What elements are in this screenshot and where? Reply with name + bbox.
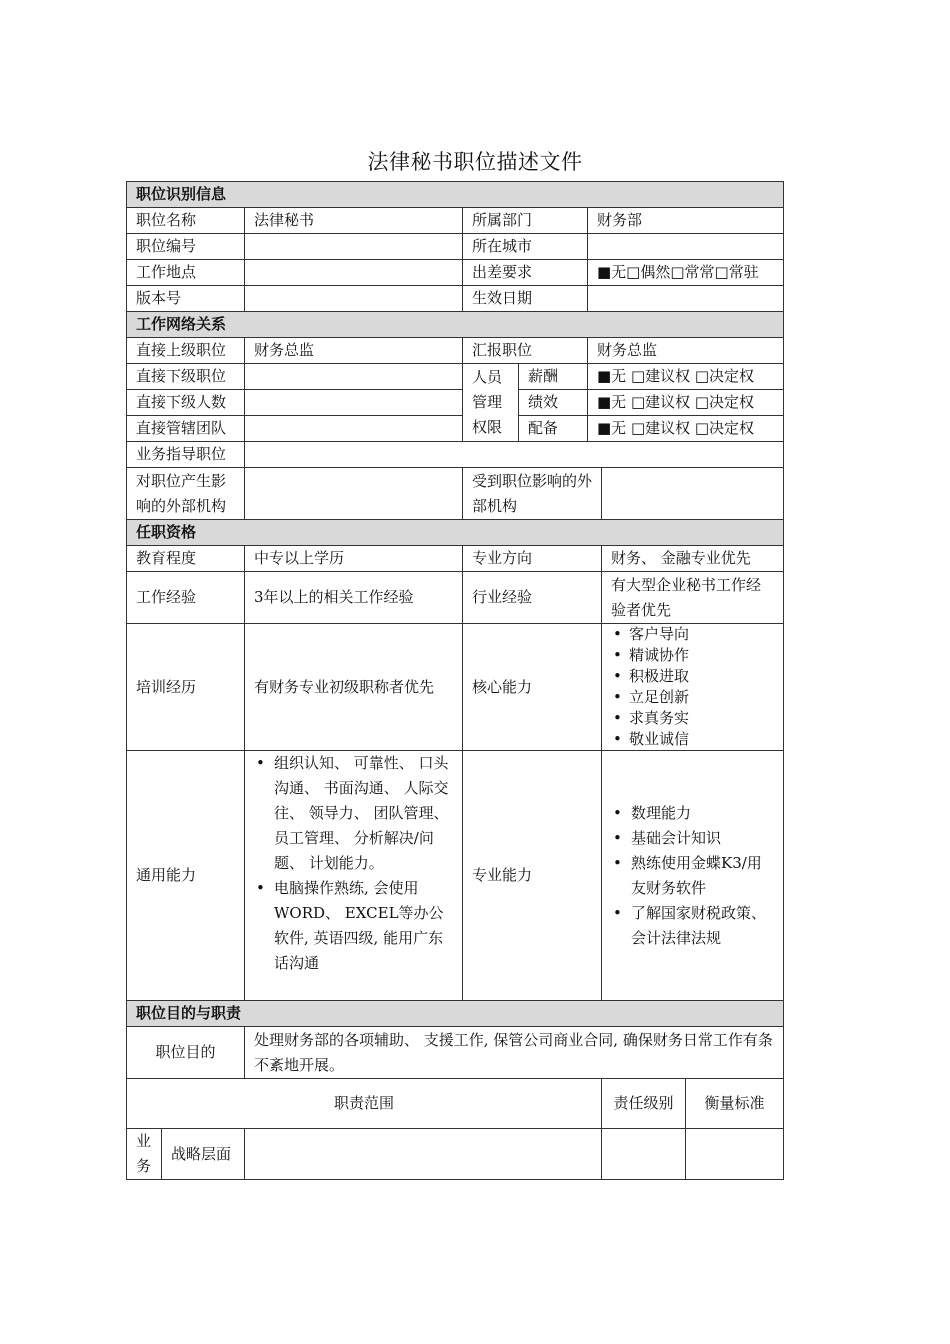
location-value: [245, 260, 463, 286]
salary-authority: ■无 □建议权 □决定权: [588, 364, 784, 390]
list-item: • 客户导向: [611, 624, 774, 645]
city-value: [588, 234, 784, 260]
effective-date-label: 生效日期: [463, 286, 588, 312]
superior-label: 直接上级职位: [127, 338, 245, 364]
section-network: 工作网络关系: [127, 312, 784, 338]
city-label: 所在城市: [463, 234, 588, 260]
subordinate-count-label: 直接下级人数: [127, 390, 245, 416]
authority-label-line3: 权限: [472, 418, 503, 436]
strategy-level: [602, 1129, 686, 1180]
position-name-value: 法律秘书: [245, 208, 463, 234]
core-list: [611, 624, 774, 750]
report-label: 汇报职位: [463, 338, 588, 364]
training-label: 培训经历: [127, 624, 245, 751]
core-label: 核心能力: [463, 624, 602, 751]
guide-label: 业务指导职位: [127, 442, 245, 468]
list-item: • 电脑操作熟练, 会使用WORD、 EXCEL等办公软件, 英语四级, 能用广东话沟通: [254, 876, 453, 976]
affected-label: 受到职位影响的外部机构: [463, 468, 602, 520]
performance-label: 绩效: [519, 390, 588, 416]
list-item: • 立足创新: [611, 687, 774, 708]
general-cell: [245, 751, 463, 1001]
staffing-authority: ■无 □建议权 □决定权: [588, 416, 784, 442]
job-description-table: [126, 181, 784, 1180]
scope-header: 职责范围: [127, 1079, 602, 1129]
education-label: 教育程度: [127, 546, 245, 572]
affected-value: [602, 468, 784, 520]
industry-label: 行业经验: [463, 572, 602, 624]
position-code-value: [245, 234, 463, 260]
purpose-label: 职位目的: [127, 1027, 245, 1079]
section-purpose: 职位目的与职责: [127, 1001, 784, 1027]
position-name-label: 职位名称: [127, 208, 245, 234]
section-identity: 职位识别信息: [127, 182, 784, 208]
professional-cell: [602, 751, 784, 1001]
department-label: 所属部门: [463, 208, 588, 234]
list-item: • 求真务实: [611, 708, 774, 729]
list-item: • 基础会计知识: [611, 826, 774, 851]
effective-date-value: [588, 286, 784, 312]
guide-value: [245, 442, 784, 468]
department-value: 财务部: [588, 208, 784, 234]
staffing-label: 配备: [519, 416, 588, 442]
team-label: 直接管辖团队: [127, 416, 245, 442]
strategy-scope: [245, 1129, 602, 1180]
authority-label-line1: 人员: [472, 368, 503, 386]
performance-authority: ■无 □建议权 □决定权: [588, 390, 784, 416]
subordinate-label: 直接下级职位: [127, 364, 245, 390]
list-item: • 精诚协作: [611, 645, 774, 666]
list-item: • 了解国家财税政策、 会计法律法规: [611, 901, 774, 951]
professional-label: 专业能力: [463, 751, 602, 1001]
page-title: 法律秘书职位描述文件: [367, 150, 583, 174]
experience-label: 工作经验: [127, 572, 245, 624]
list-item: • 敬业诚信: [611, 729, 774, 750]
position-code-label: 职位编号: [127, 234, 245, 260]
general-list: [254, 751, 453, 976]
experience-value: 3年以上的相关工作经验: [245, 572, 463, 624]
list-item: • 组织认知、 可靠性、 口头沟通、 书面沟通、 人际交往、 领导力、 团队管理、 员工管理、 分析解决/问题、 计划能力。: [254, 751, 453, 876]
authority-label: [463, 364, 519, 442]
location-label: 工作地点: [127, 260, 245, 286]
authority-label-line2: 管理: [472, 393, 503, 411]
education-value: 中专以上学历: [245, 546, 463, 572]
major-value: 财务、 金融专业优先: [602, 546, 784, 572]
travel-label: 出差要求: [463, 260, 588, 286]
subordinate-value: [245, 364, 463, 390]
professional-list: [611, 801, 774, 951]
version-label: 版本号: [127, 286, 245, 312]
list-item: • 积极进取: [611, 666, 774, 687]
standard-header: 衡量标准: [686, 1079, 784, 1129]
strategy-label: 战略层面: [162, 1129, 245, 1180]
industry-value: 有大型企业秘书工作经验者优先: [602, 572, 784, 624]
strategy-standard: [686, 1129, 784, 1180]
core-cell: [602, 624, 784, 751]
list-item: • 数理能力: [611, 801, 774, 826]
superior-value: 财务总监: [245, 338, 463, 364]
external-impact-label: 对职位产生影响的外部机构: [127, 468, 245, 520]
subordinate-count-value: [245, 390, 463, 416]
team-value: [245, 416, 463, 442]
report-value: 财务总监: [588, 338, 784, 364]
training-value: 有财务专业初级职称者优先: [245, 624, 463, 751]
major-label: 专业方向: [463, 546, 602, 572]
version-value: [245, 286, 463, 312]
external-impact-value: [245, 468, 463, 520]
purpose-text: 处理财务部的各项辅助、 支援工作, 保管公司商业合同, 确保财务日常工作有条不紊地开展。: [245, 1027, 784, 1079]
salary-label: 薪酬: [519, 364, 588, 390]
travel-options: ■无□偶然□常常□常驻: [588, 260, 784, 286]
general-label: 通用能力: [127, 751, 245, 1001]
level-header: 责任级别: [602, 1079, 686, 1129]
section-qualifications: 任职资格: [127, 520, 784, 546]
business-label: 业务: [127, 1129, 162, 1180]
list-item: • 熟练使用金蝶K3/用友财务软件: [611, 851, 774, 901]
